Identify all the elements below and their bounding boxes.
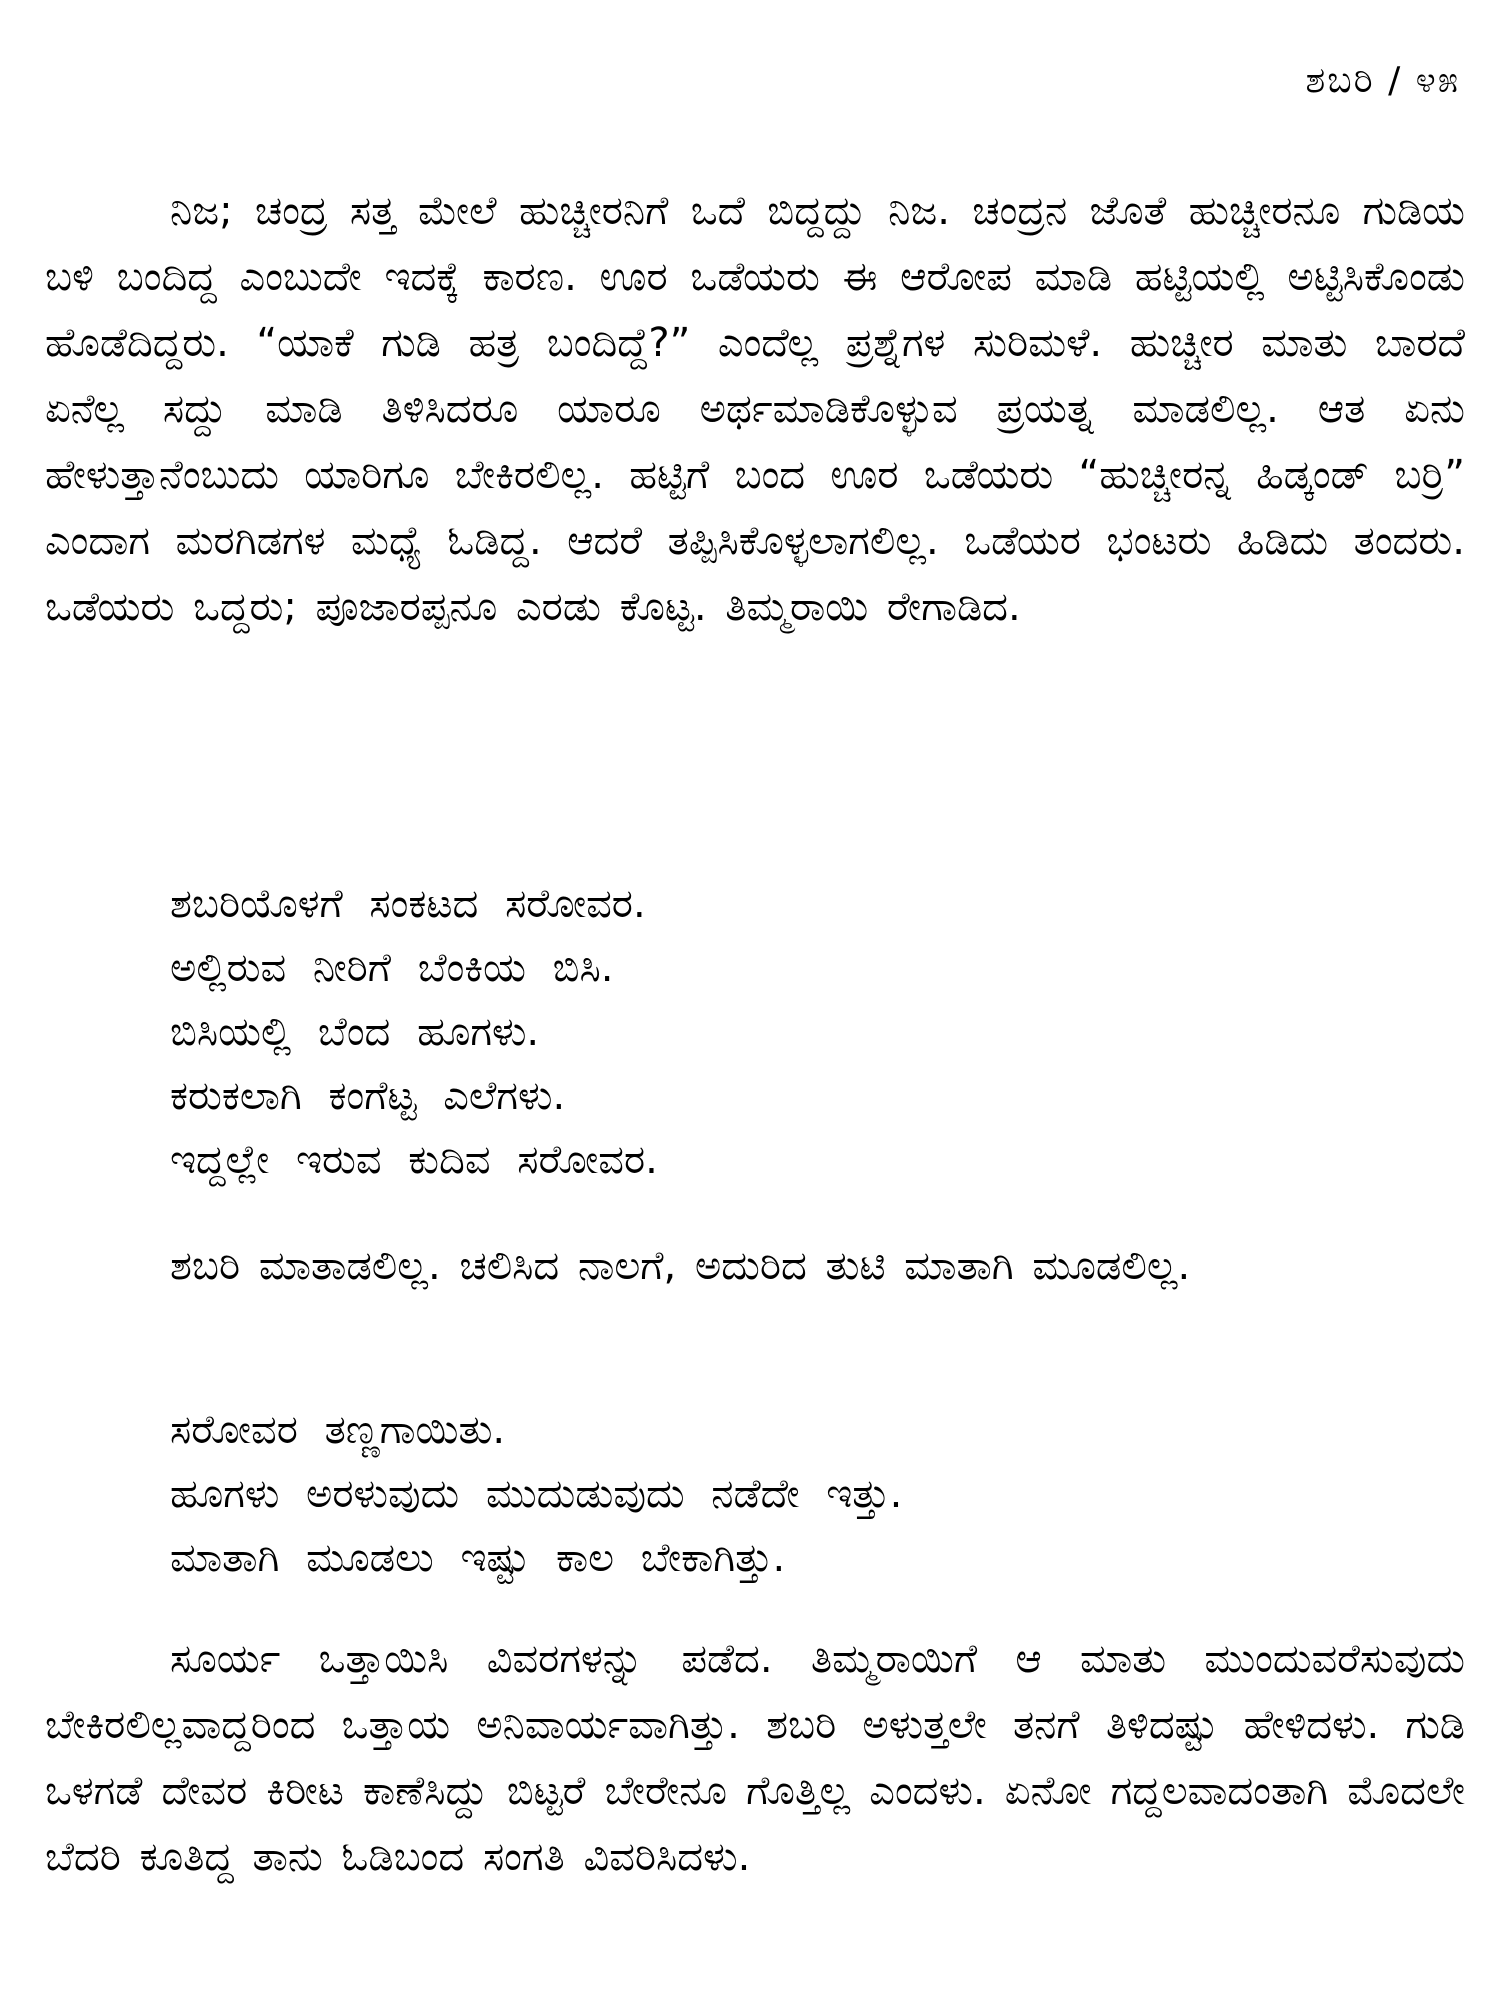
verse-line: ಶಬರಿಯೊಳಗೆ ಸಂಕಟದ ಸರೋವರ. [170,881,646,927]
verse-line: ಮಾತಾಗಿ ಮೂಡಲು ಇಷ್ಟು ಕಾಲ ಬೇಕಾಗಿತ್ತು. [170,1535,786,1581]
verse-line: ಕರುಕಲಾಗಿ ಕಂಗೆಟ್ಟ ಎಲೆಗಳು. [170,1073,566,1119]
verse-line: ಬಿಸಿಯಲ್ಲಿ ಬೆಂದ ಹೂಗಳು. [170,1009,540,1055]
paragraph-3-text: ಸೂರ್ಯ ಒತ್ತಾಯಿಸಿ ವಿವರಗಳನ್ನು ಪಡೆದ. ತಿಮ್ಮರಾಯಿಗೆ ಆ ಮಾತು ಮುಂದುವರೆಸುವುದು ಬೇಕಿರಲಿಲ್ಲವಾದ್ದರಿಂದ ಒತ್ತಾಯ ಅನಿವಾರ್ಯವಾಗಿತ್ತು. ಶಬರಿ ಅಳುತ್ತಲೇ ತನಗೆ ತಿಳಿದಷ್ಟು ಹೇಳಿದಳು. ಗುಡಿ ಒಳಗಡೆ ದೇವರ ಕಿರೀಟ ಕಾಣೆಸಿದ್ದು ಬಿಟ್ಟರೆ ಬೇರೇನೂ ಗೊತ್ತಿಲ್ಲ ಎಂದಳು. ಏನೋ ಗದ್ದಲವಾದಂತಾಗಿ ಮೊದಲೇ ಬೆದರಿ ಕೂತಿದ್ದ ತಾನು ಓಡಿಬಂದ ಸಂಗತಿ ವಿವರಿಸಿದಳು. [45,1636,1465,1880]
paragraph-2 [45,1233,1465,1299]
paragraph-1 [45,178,1465,640]
verse-line: ಹೂಗಳು ಅರಳುವುದು ಮುದುಡುವುದು ನಡೆದೇ ಇತ್ತು. [170,1471,903,1517]
paragraph-2-text: ಶಬರಿ ಮಾತಾಡಲಿಲ್ಲ. ಚಲಿಸಿದ ನಾಲಗೆ, ಅದುರಿದ ತುಟಿ ಮಾತಾಗಿ ಮೂಡಲಿಲ್ಲ. [170,1243,1191,1289]
running-header: ಶಬರಿ / ೪೫ [1305,60,1460,101]
verse-line: ಇದ್ದಲ್ಲೇ ಇರುವ ಕುದಿವ ಸರೋವರ. [170,1137,658,1183]
paragraph-3 [45,1626,1465,1890]
verse-block-2 [170,1398,1430,1590]
verse-line: ಅಲ್ಲಿರುವ ನೀರಿಗೆ ಬೆಂಕಿಯ ಬಿಸಿ. [170,945,614,991]
paragraph-1-text: ನಿಜ; ಚಂದ್ರ ಸತ್ತ ಮೇಲೆ ಹುಚ್ಚೀರನಿಗೆ ಒದೆ ಬಿದ್ದದ್ದು ನಿಜ. ಚಂದ್ರನ ಜೊತೆ ಹುಚ್ಚೀರನೂ ಗುಡಿಯ ಬಳಿ ಬಂದಿದ್ದ ಎಂಬುದೇ ಇದಕ್ಕೆ ಕಾರಣ. ಊರ ಒಡೆಯರು ಈ ಆರೋಪ ಮಾಡಿ ಹಟ್ಟಿಯಲ್ಲಿ ಅಟ್ಟಿಸಿಕೊಂಡು ಹೊಡೆದಿದ್ದರು. “ಯಾಕೆ ಗುಡಿ ಹತ್ರ ಬಂದಿದ್ದೆ?” ಎಂದೆಲ್ಲ ಪ್ರಶ್ನೆಗಳ ಸುರಿಮಳೆ. ಹುಚ್ಚೀರ ಮಾತು ಬಾರದೆ ಏನೆಲ್ಲ ಸದ್ದು ಮಾಡಿ ತಿಳಿಸಿದರೂ ಯಾರೂ ಅರ್ಥಮಾಡಿಕೊಳ್ಳುವ ಪ್ರಯತ್ನ ಮಾಡಲಿಲ್ಲ. ಆತ ಏನು ಹೇಳುತ್ತಾನೆಂಬುದು ಯಾರಿಗೂ ಬೇಕಿರಲಿಲ್ಲ. ಹಟ್ಟಿಗೆ ಬಂದ ಊರ ಒಡೆಯರು “ಹುಚ್ಚೀರನ್ನ ಹಿಡ್ಕಂಡ್ ಬರ್ರಿ” ಎಂದಾಗ ಮರಗಿಡಗಳ ಮಧ್ಯೆ ಓಡಿದ್ದ. ಆದರೆ ತಪ್ಪಿಸಿಕೊಳ್ಳಲಾಗಲಿಲ್ಲ. ಒಡೆಯರ ಭಂಟರು ಹಿಡಿದು ತಂದರು. ಒಡೆಯರು ಒದ್ದರು; ಪೂಜಾರಪ್ಪನೂ ಎರಡು ಕೊಟ್ಟ. ತಿಮ್ಮರಾಯಿ ರೇಗಾಡಿದ. [45,188,1465,630]
verse-line: ಸರೋವರ ತಣ್ಣಗಾಯಿತು. [170,1407,506,1453]
verse-block-1 [170,872,1430,1192]
